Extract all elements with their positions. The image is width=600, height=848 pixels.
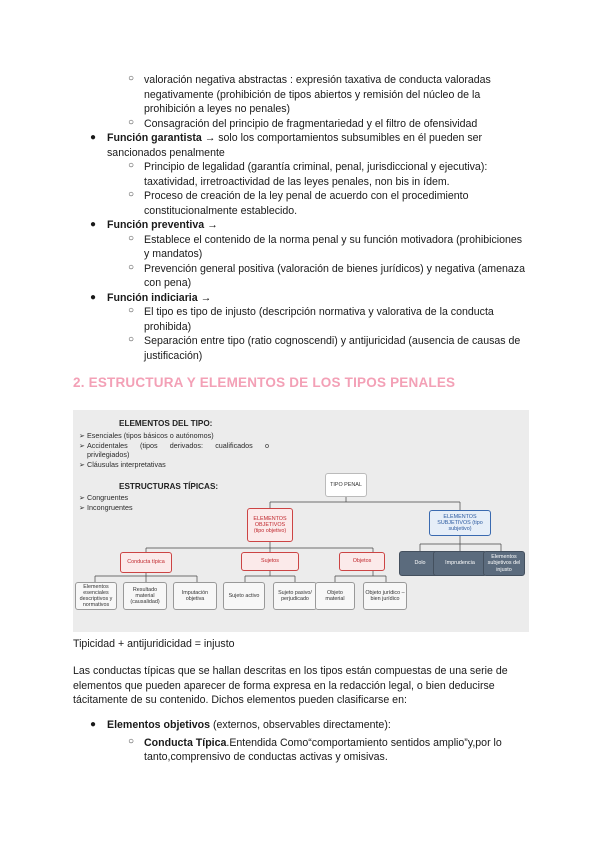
filled-circle-bullet-icon: ● [90,219,97,230]
node-imputacion-objetiva: Imputación objetiva [173,582,217,610]
list-item [0,218,600,233]
hollow-circle-bullet-icon: ○ [128,160,135,171]
functions-list [0,73,600,363]
figure-caption: Tipicidad + antijuridicidad = injusto [73,638,235,650]
arrow-bullet-icon: ➢ [79,493,86,502]
list-item [0,117,600,132]
elementos-item-text: Accidentales (tipos derivados: cualificados o privilegiados) [87,440,269,459]
node-sujetos: Sujetos [241,552,299,571]
tipo-penal-diagram [73,410,529,632]
body-paragraph: Las conductas típicas que se hallan descritas en los tipos están compuestas de una serie de elementos que pueden aparecer de forma expresa en la redacción legal, o bien deducirse tácitamente de su contenido. Dichos elementos pueden clasificarse en: [73,665,508,706]
list-item-bold: Elementos objetivos [107,719,211,731]
arrow-bullet-icon: ➢ [79,459,86,469]
node-elementos-objetivos: ELEMENTOS OBJETIVOS (tipo objetivo) [247,508,293,542]
section-heading: 2. ESTRUCTURA Y ELEMENTOS DE LOS TIPOS PENALES [73,375,456,390]
list-item-text: (externos, observables directamente): [210,719,391,731]
estructuras-item-text: Incongruentes [87,502,133,512]
elementos-item-text: Cláusulas interpretativas [87,459,166,469]
hollow-circle-bullet-icon: ○ [128,305,135,316]
list-item [0,73,600,117]
list-item-text: .Entendida Como“comportamiento sentidos amplio”y,por lo tanto,comprensivo de conductas activas y omisivas. [144,736,502,763]
arrow-bullet-icon: ➢ [79,440,86,450]
node-objeto-juridico: Objeto jurídico – bien jurídico [363,582,407,610]
filled-circle-bullet-icon: ● [90,719,97,730]
list-item-text: Prevención general positiva (valoración de bienes jurídicos) y negativa (amenaza con pena) [144,262,525,289]
node-resultado-material: Resultado material (causalidad) [123,582,167,610]
list-item [0,736,600,765]
list-item [0,131,600,160]
hollow-circle-bullet-icon: ○ [128,261,135,273]
hollow-circle-bullet-icon: ○ [128,116,135,128]
list-item-bold: Función indiciaria [107,291,198,304]
node-dolo: Dolo [399,551,441,576]
list-item-bold: Conducta Típica [144,736,227,749]
node-elementos-esenciales: Elementos esenciales descriptivos y normativos [75,582,117,610]
list-item-text: Principio de legalidad (garantía criminal, penal, jurisdiccional y ejecutiva): taxatividad, irretroactividad de las leyes penales, non bis in ídem. [144,161,488,188]
list-item-text: Consagración del principio de fragmentariedad y el filtro de ofensividad [144,117,478,130]
arrow-bullet-icon: ➢ [79,431,86,440]
hollow-circle-bullet-icon: ○ [128,232,135,244]
hollow-circle-bullet-icon: ○ [128,189,135,200]
list-item [0,718,600,733]
filled-circle-bullet-icon: ● [90,132,97,143]
node-sujeto-activo: Sujeto activo [223,582,265,610]
arrow-bullet-icon: ➢ [79,502,86,512]
elementos-title: ELEMENTOS DEL TIPO: [119,419,213,428]
elements-list [0,718,600,765]
list-item [0,262,600,291]
hollow-circle-bullet-icon: ○ [128,334,135,345]
node-elementos-subjetivos-injusto: Elementos subjetivos del injusto [483,551,525,576]
list-item [0,291,600,306]
node-conducta-tipica: Conducta típica [120,552,172,573]
list-item-text: El tipo es tipo de injusto (descripción normativa y valorativa de la conducta prohibida) [144,306,494,333]
list-item-bold: Función garantista [107,132,202,144]
estructuras-item-text: Congruentes [87,493,129,502]
list-item [0,233,600,262]
list-item-text: → [204,219,218,231]
node-imprudencia: Imprudencia [433,551,487,576]
list-item [0,160,600,189]
list-item-text: Establece el contenido de la norma penal y su función motivadora (prohibiciones y mandatos) [144,233,523,260]
estructuras-title: ESTRUCTURAS TÍPICAS: [119,482,219,491]
list-item-text: Separación entre tipo (ratio cognoscendi) y antijuricidad (ausencia de causas de justificación) [144,335,521,362]
node-sujeto-pasivo: Sujeto pasivo/ perjudicado [273,582,317,610]
filled-circle-bullet-icon: ● [90,291,97,303]
node-elementos-subjetivos: ELEMENTOS SUBJETIVOS (tipo subjetivo) [429,510,491,536]
node-objetos: Objetos [339,552,385,571]
elementos-item-text: Esenciales (tipos básicos o autónomos) [87,431,214,440]
list-item-text: → solo los comportamientos subsumibles en él pueden ser sancionados penalmente [107,132,483,159]
list-item-text: valoración negativa abstractas : expresión taxativa de conducta valoradas negativamente (prohibición de tipos abiertos y remisión del núcleo de la prohibición a leyes no penales) [144,74,491,115]
list-item-text: Proceso de creación de la ley penal de acuerdo con el procedimiento constitucionalmente establecido. [144,190,469,217]
node-objeto-material: Objeto material [315,582,355,610]
list-item [0,305,600,334]
hollow-circle-bullet-icon: ○ [128,735,135,747]
list-item-bold: Función preventiva [107,219,205,231]
list-item-text: → [197,291,212,304]
node-tipo-penal: TIPO PENAL [325,473,367,497]
list-item [0,334,600,363]
hollow-circle-bullet-icon: ○ [128,73,135,84]
list-item [0,189,600,218]
